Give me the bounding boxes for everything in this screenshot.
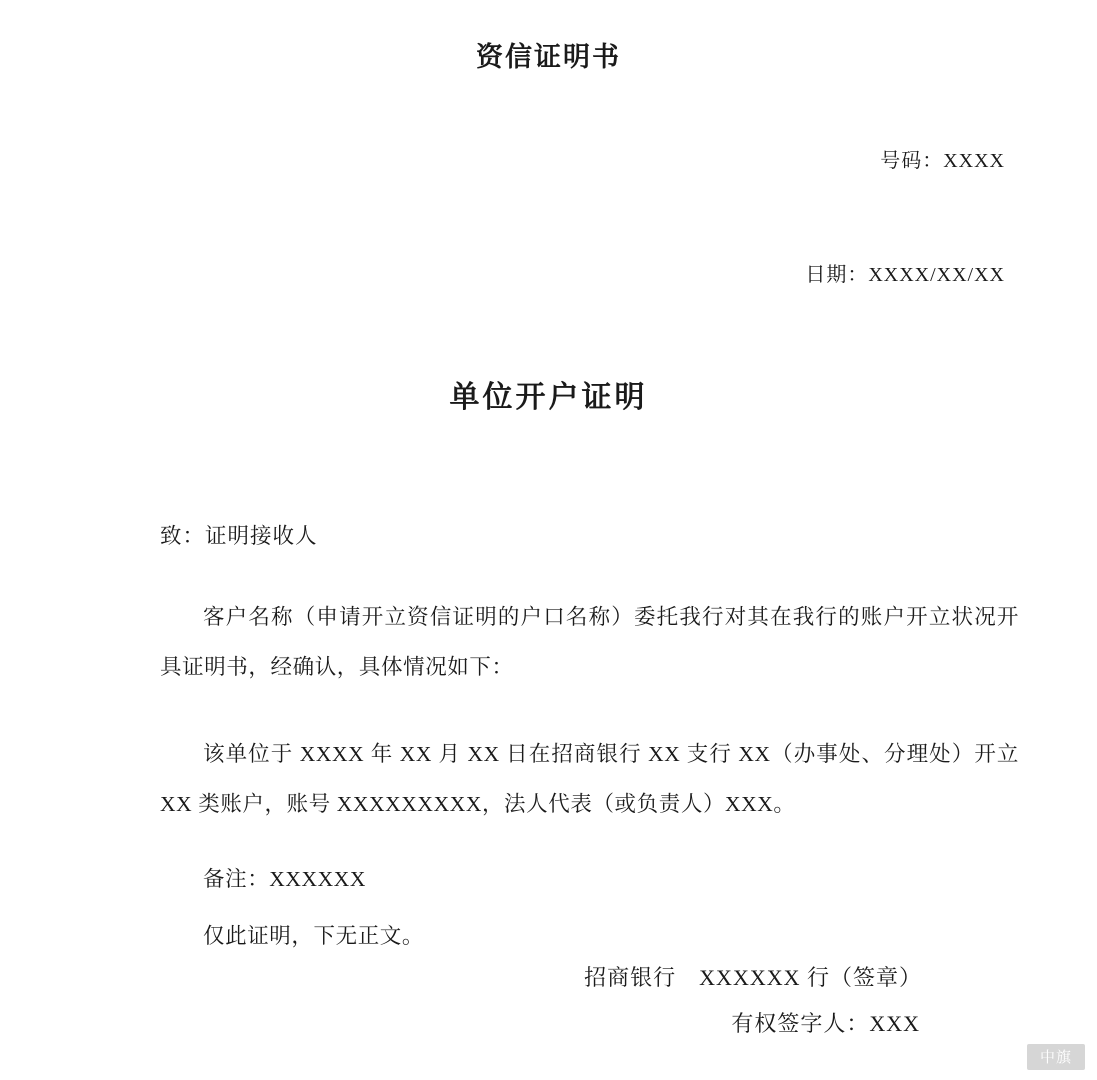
signature-block [0,955,1097,1047]
document-subtitle: 单位开户证明 [449,380,648,415]
body-paragraph-2: 该单位于 XXXX 年 XX 月 XX 日在招商银行 XX 支行 XX（办事处、分理处）开立 XX 类账户，账号 XXXXXXXXX，法人代表（或负责人）XXX。 [160,741,1019,817]
recipient-line: 致：证明接收人 [160,524,318,548]
meta-date-row [0,218,1005,332]
signature-bank: 招商银行 XXXXXX 行（签章） [584,965,922,990]
document-title: 资信证明书 [476,42,621,73]
meta-number-label: 号码： [880,150,944,172]
note-line-remark: 备注：XXXXXX [203,866,367,891]
document-body [0,526,1097,958]
signature-signer: 有权签字人：XXX [731,1011,920,1037]
meta-date-label: 日期： [805,264,869,286]
watermark-badge: 中旗 [1027,1044,1085,1070]
meta-date-value: XXXX/XX/XX [868,264,1005,286]
meta-number-row [0,104,1005,218]
note-line-closing: 仅此证明，下无正文。 [203,923,425,948]
meta-number-value: XXXX [943,150,1005,172]
document-meta [0,104,1097,332]
body-paragraph-1: 客户名称（申请开立资信证明的户口名称）委托我行对其在我行的账户开立状况开具证明书，经确认，具体情况如下： [160,604,1019,680]
